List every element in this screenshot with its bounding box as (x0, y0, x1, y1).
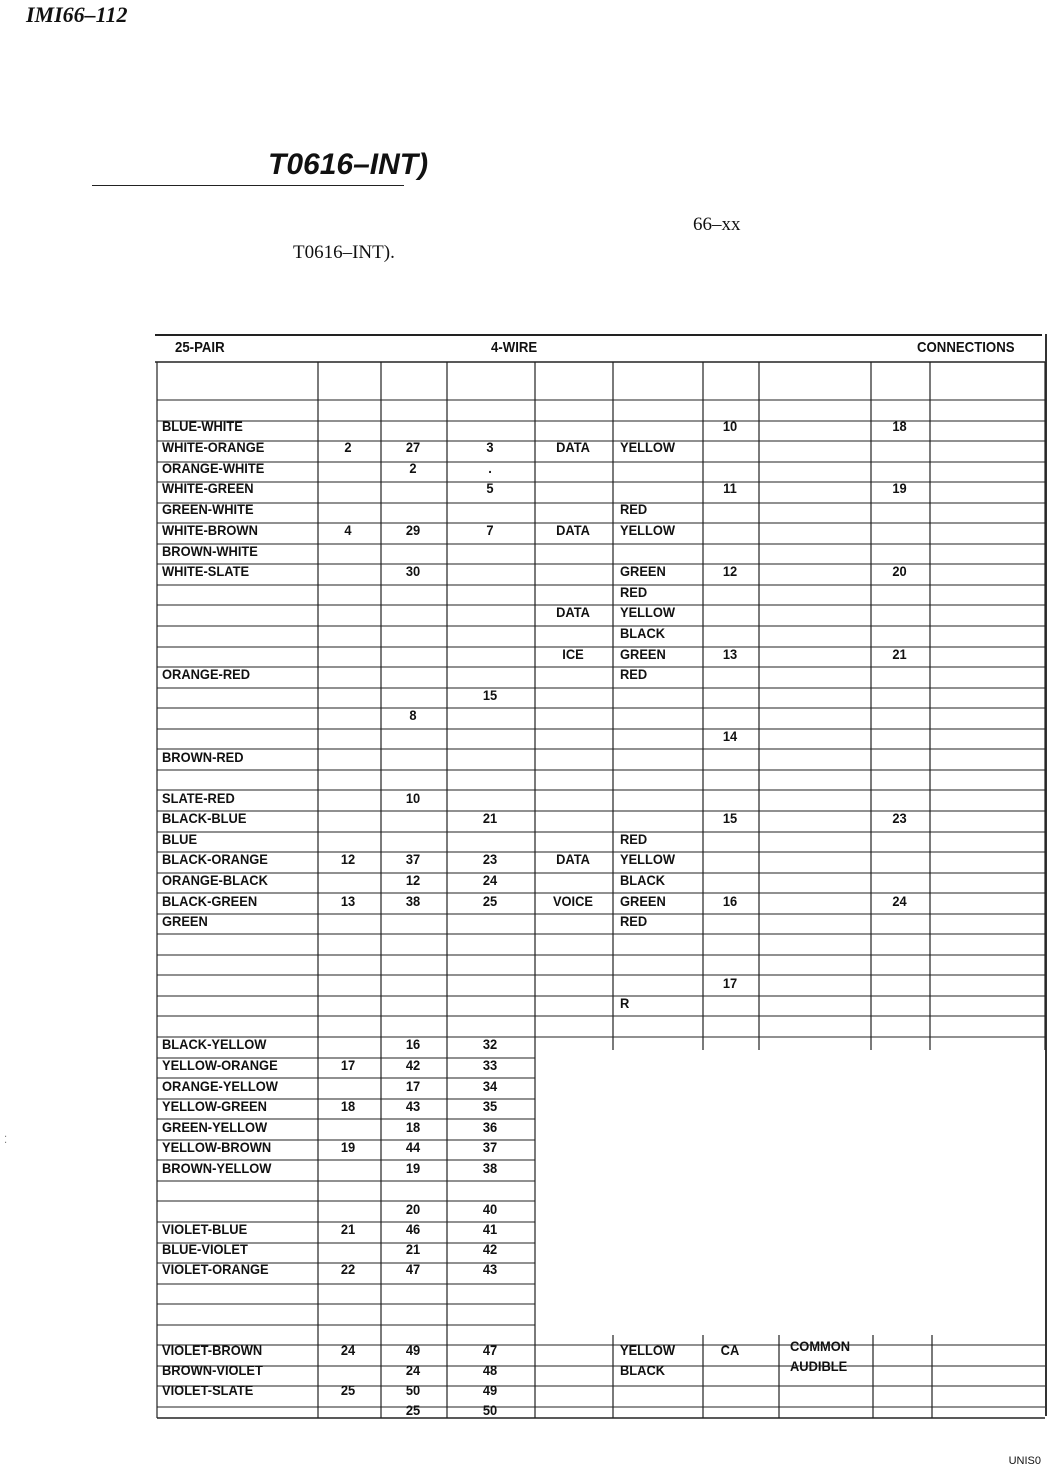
lead-color-cell: RED (620, 666, 648, 682)
pair-color-cell: VIOLET-SLATE (162, 1382, 254, 1398)
pair-color-cell: BLUE-WHITE (162, 418, 243, 434)
pair-color-cell: BROWN-VIOLET (162, 1362, 263, 1378)
document-id: IMI66–112 (26, 2, 128, 27)
intro-text-module-name: T0616–INT). (293, 242, 395, 263)
lead-color-cell: GREEN (620, 893, 666, 909)
lead-color-cell: RED (620, 501, 648, 517)
terminal-number-cell: 50 (482, 1402, 498, 1418)
terminal-number-cell: 37 (482, 1139, 498, 1155)
line-number-cell: 17 (722, 975, 738, 991)
line-number-cell: 11 (723, 480, 737, 496)
pair-color-cell: ORANGE-BLACK (162, 872, 268, 888)
terminal-number-cell: 32 (482, 1036, 498, 1052)
terminal-number-cell: 5 (486, 480, 494, 496)
pair-number-cell: 2 (344, 439, 352, 455)
pair-color-cell: BLUE-VIOLET (162, 1241, 248, 1257)
connector-pin-cell: 24 (405, 1362, 421, 1378)
pair-color-cell: BLACK-YELLOW (162, 1036, 267, 1052)
port-number-cell: 23 (892, 810, 907, 826)
port-number-cell: 19 (892, 480, 907, 496)
port-number-cell: 18 (892, 418, 907, 434)
circuit-type-cell: DATA (556, 522, 590, 538)
pair-color-cell: GREEN (162, 913, 208, 929)
terminal-number-cell: 25 (482, 893, 498, 909)
pair-color-cell: YELLOW-ORANGE (162, 1057, 278, 1073)
connector-pin-cell: 47 (405, 1261, 421, 1277)
terminal-number-cell: 34 (482, 1078, 498, 1094)
alarm-common-label: COMMON (790, 1338, 851, 1354)
alarm-audible-label: AUDIBLE (790, 1358, 848, 1374)
connector-pin-cell: 50 (405, 1382, 421, 1398)
pair-color-cell: BROWN-RED (162, 749, 244, 765)
pair-color-cell: BLACK-GREEN (162, 893, 258, 909)
header-connections: CONNECTIONS (917, 339, 1015, 356)
terminal-number-cell: 3 (486, 439, 494, 455)
line-number-cell: 14 (722, 728, 738, 744)
terminal-number-cell: 38 (482, 1160, 498, 1176)
pair-color-cell: BROWN-WHITE (162, 543, 258, 559)
circuit-type-cell: DATA (556, 604, 590, 620)
terminal-number-cell: 24 (482, 872, 498, 888)
header-4-wire: 4-WIRE (491, 339, 538, 356)
connector-pin-cell: 29 (405, 522, 421, 538)
pair-number-cell: 25 (340, 1382, 356, 1398)
pair-color-cell: WHITE-SLATE (162, 563, 250, 579)
port-number-cell: 24 (892, 893, 907, 909)
pair-number-cell: 19 (340, 1139, 356, 1155)
connector-pin-cell: 49 (405, 1342, 421, 1358)
connector-pin-cell: 19 (405, 1160, 421, 1176)
pair-color-cell: BLACK-ORANGE (162, 851, 268, 867)
line-number-cell: 12 (722, 563, 738, 579)
pair-color-cell: YELLOW-BROWN (162, 1139, 272, 1155)
scan-artifact: ⁚ (4, 1135, 8, 1146)
connector-pin-cell: 38 (405, 893, 421, 909)
header-25-pair: 25-PAIR (175, 339, 225, 356)
connector-pin-cell: 25 (405, 1402, 421, 1418)
pair-color-cell: ORANGE-RED (162, 666, 251, 682)
pair-color-cell: VIOLET-BLUE (162, 1221, 248, 1237)
pair-color-cell: SLATE-RED (162, 790, 235, 806)
terminal-number-cell: 21 (482, 810, 498, 826)
pair-number-cell: 13 (340, 893, 356, 909)
line-number-cell: 10 (722, 418, 738, 434)
terminal-number-cell: 43 (482, 1261, 498, 1277)
pair-color-cell: BLACK-BLUE (162, 810, 247, 826)
terminal-number-cell: 41 (482, 1221, 498, 1237)
terminal-number-cell: 33 (482, 1057, 498, 1073)
lead-color-cell: BLACK (620, 872, 666, 888)
lead-color-cell: BLACK (620, 625, 666, 641)
connector-pin-cell: 16 (405, 1036, 421, 1052)
terminal-number-cell: 47 (482, 1342, 498, 1358)
terminal-number-cell: 49 (482, 1382, 498, 1398)
pair-color-cell: BROWN-YELLOW (162, 1160, 272, 1176)
terminal-number-cell: 23 (482, 851, 498, 867)
pair-number-cell: 17 (340, 1057, 356, 1073)
connector-pin-cell: 12 (405, 872, 421, 888)
pair-color-cell: VIOLET-ORANGE (162, 1261, 269, 1277)
lead-color-cell: GREEN (620, 563, 666, 579)
connector-pin-cell: 43 (405, 1098, 421, 1114)
connector-pin-cell: 20 (405, 1201, 421, 1217)
pair-color-cell: BLUE (162, 831, 198, 847)
pair-color-cell: GREEN-YELLOW (162, 1119, 268, 1135)
connector-pin-cell: 8 (409, 707, 417, 723)
connector-pin-cell: 27 (405, 439, 421, 455)
lead-color-cell: RED (620, 913, 648, 929)
lead-color-cell: GREEN (620, 646, 666, 662)
pair-color-cell: VIOLET-BROWN (162, 1342, 263, 1358)
pair-color-cell: WHITE-BROWN (162, 522, 258, 538)
pair-number-cell: 4 (344, 522, 352, 538)
lead-color-cell: YELLOW (620, 522, 676, 538)
connector-pin-cell: 17 (405, 1078, 421, 1094)
line-number-cell: 13 (722, 646, 738, 662)
lead-color-cell: YELLOW (620, 1342, 676, 1358)
section-title: T0616–INT) (268, 148, 429, 181)
lead-color-cell: R (620, 995, 630, 1011)
connector-pin-cell: 44 (405, 1139, 421, 1155)
connector-pin-cell: 2 (409, 460, 417, 476)
pair-color-cell: WHITE-GREEN (162, 480, 254, 496)
lead-color-cell: YELLOW (620, 851, 676, 867)
connector-pin-cell: 21 (405, 1241, 421, 1257)
intro-text-block-number: 66–xx (693, 214, 741, 235)
port-number-cell: 20 (892, 563, 907, 579)
terminal-number-cell: 42 (482, 1241, 498, 1257)
terminal-number-cell: 40 (482, 1201, 498, 1217)
footer-code: UNIS0 (1008, 1455, 1041, 1467)
pair-number-cell: 22 (340, 1261, 356, 1277)
lead-color-cell: YELLOW (620, 439, 676, 455)
circuit-type-cell: VOICE (552, 893, 594, 909)
terminal-number-cell: 35 (482, 1098, 498, 1114)
pair-color-cell: WHITE-ORANGE (162, 439, 265, 455)
connector-pin-cell: 10 (405, 790, 421, 806)
line-number-cell: 15 (722, 810, 738, 826)
connector-pin-cell: 37 (405, 851, 421, 867)
port-number-cell: 21 (892, 646, 907, 662)
terminal-number-cell: 7 (486, 522, 494, 538)
line-number-cell: CA (720, 1342, 740, 1358)
terminal-number-cell: . (488, 460, 492, 476)
lead-color-cell: YELLOW (620, 604, 676, 620)
line-number-cell: 16 (722, 893, 738, 909)
circuit-type-cell: DATA (556, 851, 590, 867)
terminal-number-cell: 48 (482, 1362, 498, 1378)
connector-pin-cell: 46 (405, 1221, 421, 1237)
connector-pin-cell: 18 (405, 1119, 421, 1135)
pair-number-cell: 18 (340, 1098, 356, 1114)
pair-number-cell: 12 (340, 851, 356, 867)
pair-color-cell: ORANGE-YELLOW (162, 1078, 278, 1094)
pair-color-cell: ORANGE-WHITE (162, 460, 265, 476)
circuit-type-cell: DATA (556, 439, 590, 455)
connector-pin-cell: 42 (405, 1057, 421, 1073)
pair-color-cell: YELLOW-GREEN (162, 1098, 267, 1114)
circuit-type-cell: ICE (562, 646, 584, 662)
lead-color-cell: RED (620, 584, 648, 600)
lead-color-cell: BLACK (620, 1362, 666, 1378)
terminal-number-cell: 15 (482, 687, 498, 703)
terminal-number-cell: 36 (482, 1119, 498, 1135)
lead-color-cell: RED (620, 831, 648, 847)
pair-number-cell: 21 (340, 1221, 356, 1237)
pair-color-cell: GREEN-WHITE (162, 501, 254, 517)
pair-number-cell: 24 (340, 1342, 356, 1358)
connector-pin-cell: 30 (405, 563, 421, 579)
